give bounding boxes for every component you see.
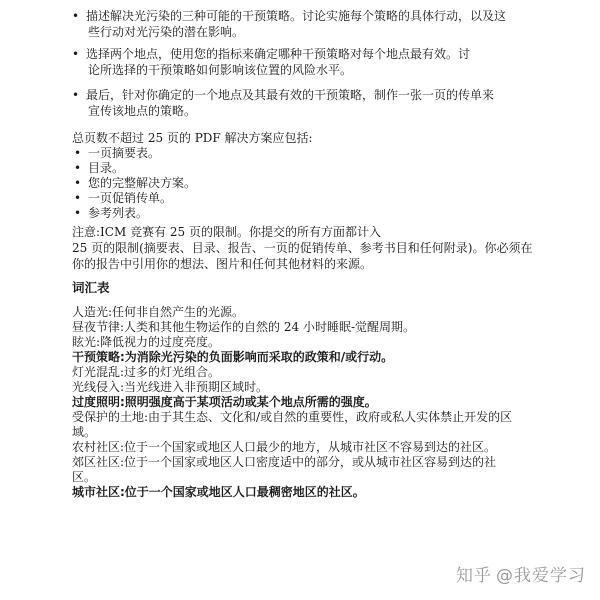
bullet-icon: • bbox=[74, 206, 82, 220]
bullet-icon: • bbox=[74, 191, 82, 205]
glossary-entry: 光线侵入:当光线进入非预期区域时。 bbox=[72, 380, 269, 394]
glossary-title: 词汇表 bbox=[72, 280, 110, 295]
list-item bbox=[74, 191, 196, 206]
list-item bbox=[74, 161, 196, 176]
list-item bbox=[74, 176, 197, 191]
list-item-text: 一页促销传单。 bbox=[88, 191, 173, 205]
glossary-entry: 受保护的土地:由于其生态、文化和/或自然的重要性，政府或私人实体禁止开发的区 bbox=[72, 410, 513, 424]
list-item-text: 目录。 bbox=[88, 161, 125, 175]
note-line: 25 页的限制(摘要表、目录、报告、一页的促销传单、参考书目和任何附录)。你必须在 bbox=[72, 241, 533, 255]
watermark-site: 知乎 bbox=[456, 566, 492, 586]
glossary-entry: 农村社区:位于一个国家或地区人口最少的地方，从城市社区不容易到达的社区。 bbox=[72, 440, 497, 454]
list-item-text: 一页摘要表。 bbox=[88, 146, 161, 160]
strategy-bullet-line: 些行动对光污染的潜在影响。 bbox=[88, 25, 245, 39]
note-line: 你的报告中引用你的想法、图片和任何其他材料的来源。 bbox=[72, 257, 373, 271]
glossary-entry: 人造光:任何非自然产生的光源。 bbox=[72, 305, 245, 319]
strategy-bullet-line: 最后，针对你确定的一个地点及其最有效的干预策略，制作一张一页的传单来 bbox=[86, 88, 495, 102]
strategy-bullet-line: 描述解决光污染的三种可能的干预策略。讨论实施每个策略的具体行动，以及这 bbox=[86, 9, 507, 23]
strategy-bullet-line: 宣传该地点的策略。 bbox=[88, 104, 197, 118]
list-item-text: 参考列表。 bbox=[88, 206, 149, 220]
strategy-bullet-line: 论所选择的干预策略如何影响该位置的风险水平。 bbox=[88, 63, 353, 77]
bullet-icon: • bbox=[72, 9, 80, 23]
glossary-entry: 干预策略:为消除光污染的负面影响而采取的政策和/或行动。 bbox=[72, 350, 394, 364]
list-item bbox=[74, 206, 196, 221]
list-item bbox=[74, 146, 196, 161]
glossary-list bbox=[72, 305, 542, 500]
pdf-requirements-list bbox=[74, 146, 197, 221]
note-line: 注意:ICM 竞赛有 25 页的限制。你提交的所有方面都计入 bbox=[72, 225, 381, 239]
bullet-icon: • bbox=[72, 47, 80, 61]
page-limit-note bbox=[72, 224, 542, 272]
bullet-icon: • bbox=[72, 88, 80, 102]
zhihu-watermark bbox=[456, 561, 586, 586]
list-item-text: 您的完整解决方案。 bbox=[88, 176, 197, 190]
glossary-entry: 昼夜节律:人类和其他生物运作的自然的 24 小时睡眠-觉醒周期。 bbox=[72, 320, 415, 334]
glossary-entry: 域。 bbox=[72, 425, 97, 439]
pdf-intro: 总页数不超过 25 页的 PDF 解决方案应包括: bbox=[72, 131, 313, 145]
glossary-entry: 城市社区:位于一个国家或地区人口最稠密地区的社区。 bbox=[72, 485, 365, 499]
bullet-icon: • bbox=[74, 176, 82, 190]
watermark-handle: @我爱学习 bbox=[496, 566, 586, 586]
strategy-bullet-3 bbox=[72, 87, 526, 119]
strategy-bullet-2 bbox=[72, 46, 526, 78]
glossary-entry: 眩光:降低视力的过度亮度。 bbox=[72, 335, 221, 349]
bullet-icon: • bbox=[74, 161, 82, 175]
glossary-entry: 区。 bbox=[72, 470, 97, 484]
glossary-entry: 郊区社区:位于一个国家或地区人口密度适中的部分，或从城市社区容易到达的社 bbox=[72, 455, 497, 469]
strategy-bullet-line: 选择两个地点，使用您的指标来确定哪种干预策略对每个地点最有效。讨 bbox=[86, 47, 471, 61]
glossary-entry: 过度照明:照明强度高于某项活动或某个地点所需的强度。 bbox=[72, 395, 377, 409]
bullet-icon: • bbox=[74, 146, 82, 160]
strategy-bullet-1 bbox=[72, 8, 526, 40]
glossary-entry: 灯光混乱:过多的灯光组合。 bbox=[72, 365, 221, 379]
